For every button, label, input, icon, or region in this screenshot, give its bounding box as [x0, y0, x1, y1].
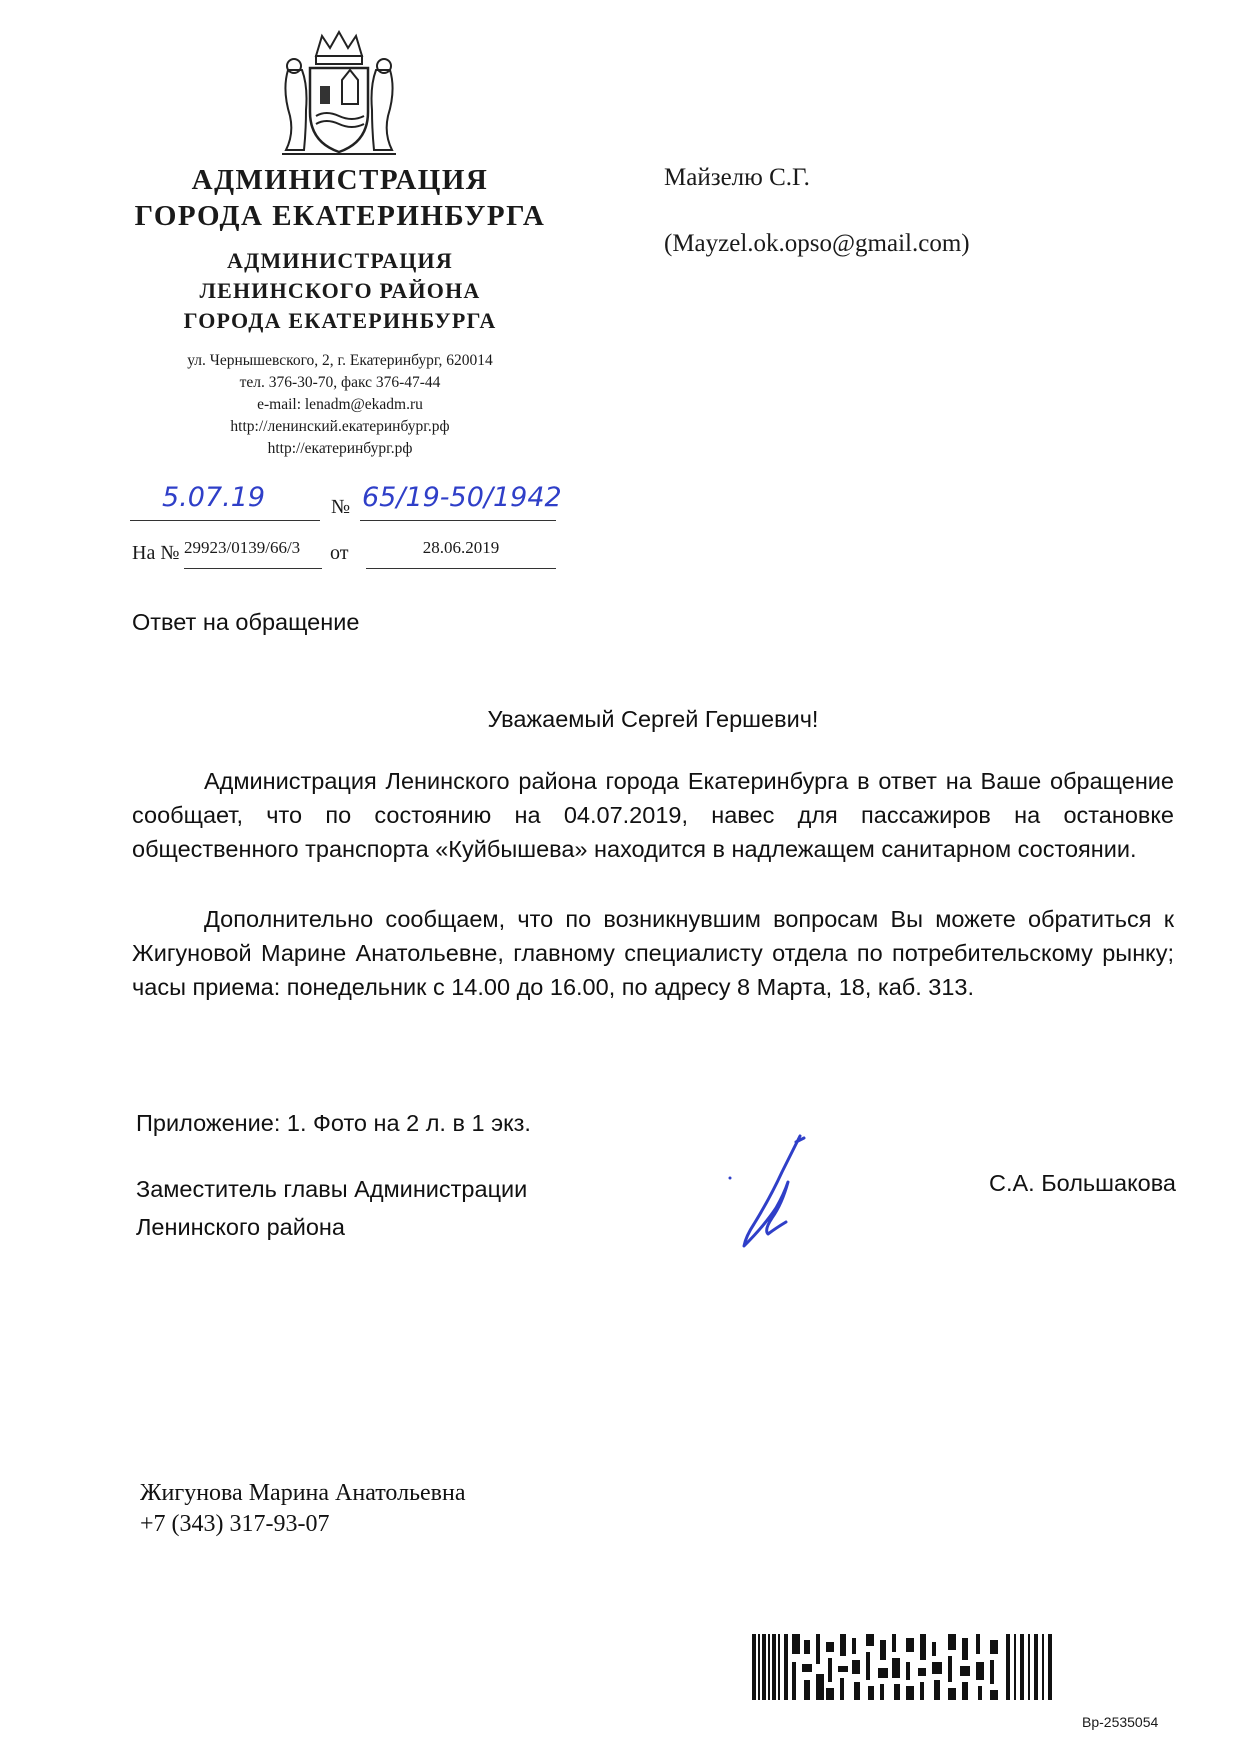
recipient-name: Майзелю С.Г.: [664, 164, 810, 191]
ref-from-label: от: [330, 542, 349, 564]
date-underline: [130, 520, 320, 521]
barcode-label: Вр-2535054: [1082, 1714, 1159, 1730]
ref-date: 28.06.2019: [422, 538, 500, 557]
org-name-line2: ГОРОДА ЕКАТЕРИНБУРГА: [134, 200, 546, 232]
org-site-1: http://ленинский.екатеринбург.рф: [230, 418, 450, 435]
org-name-line1: АДМИНИСТРАЦИЯ: [191, 164, 489, 196]
org-address: ул. Чернышевского, 2, г. Екатеринбург, 620014: [187, 352, 493, 369]
ref-number-underline: [184, 568, 322, 569]
dept-name-line3: ГОРОДА ЕКАТЕРИНБУРГА: [183, 308, 497, 333]
registration-date: 5.07.19: [162, 482, 266, 513]
registration-number: 65/19-50/1942: [362, 482, 562, 513]
org-email: e-mail: lenadm@ekadm.ru: [257, 396, 423, 413]
ref-number-label: На №: [132, 542, 180, 564]
ref-number: 29923/0139/66/3: [184, 538, 301, 557]
number-sign: №: [331, 496, 351, 518]
executor-name: Жигунова Марина Анатольевна: [140, 1480, 466, 1506]
org-phone: тел. 376-30-70, факс 376-47-44: [239, 374, 441, 391]
signatory-name: С.А. Большакова: [989, 1170, 1176, 1196]
org-site-2: http://екатеринбург.рф: [267, 440, 413, 457]
recipient-email: (Mayzel.ok.opso@gmail.com): [664, 230, 970, 257]
dept-name-line1: АДМИНИСТРАЦИЯ: [227, 248, 453, 273]
signatory-position-line1: Заместитель главы Администрации: [136, 1176, 528, 1202]
subject-line: Ответ на обращение: [132, 609, 360, 635]
executor-phone: +7 (343) 317-93-07: [140, 1511, 330, 1537]
handwritten-signature: [724, 1132, 814, 1252]
dept-name-line2: ЛЕНИНСКОГО РАЙОНА: [199, 278, 481, 303]
ref-date-underline: [366, 568, 556, 569]
document-barcode: [752, 1634, 1074, 1700]
signatory-position-line2: Ленинского района: [136, 1214, 345, 1240]
number-underline: [360, 520, 556, 521]
city-coat-of-arms: [276, 30, 402, 158]
salutation: Уважаемый Сергей Гершевич!: [487, 706, 819, 732]
body-paragraph-2: Дополнительно сообщаем, что по возникнувшим вопросам Вы можете обратиться к Жигуновой Марине Анатольевне, главному специалисту отдела по потребительскому рынку; часы приема: понедельник с 14.00 до 16.00, по адресу 8 Марта, 18, каб. 313.: [132, 906, 1174, 1000]
body-paragraph-1: Администрация Ленинского района города Екатеринбурга в ответ на Ваше обращение сообщает, что по состоянию на 04.07.2019, навес для пассажиров на остановке общественного транспорта «Куйбышева» находится в надлежащем санитарном состоянии.: [132, 768, 1174, 862]
attachment-line: Приложение: 1. Фото на 2 л. в 1 экз.: [136, 1110, 531, 1136]
